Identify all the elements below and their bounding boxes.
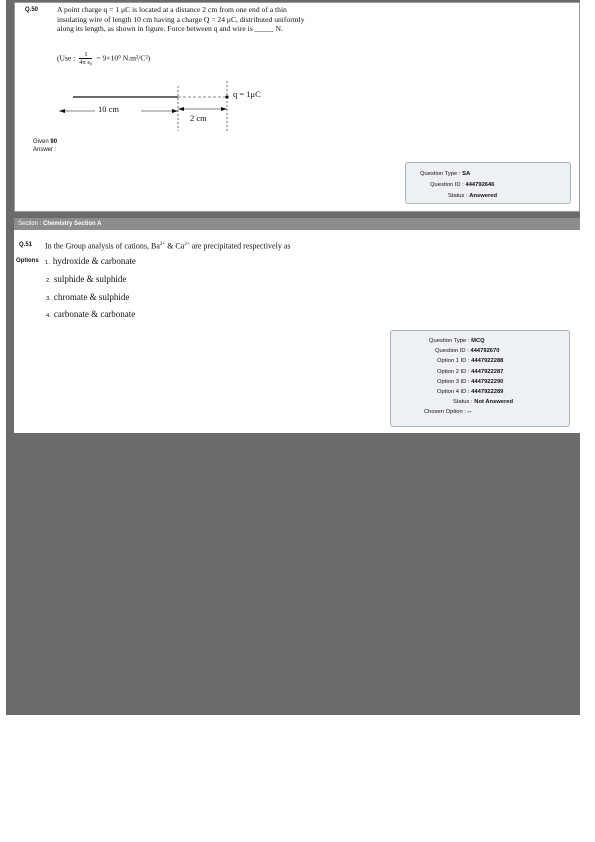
fraction-denominator: 4π ε₀ [79, 59, 93, 66]
option-3[interactable] [46, 292, 129, 302]
question-type-value: SA [462, 171, 471, 177]
use-prefix: (Use : [57, 53, 76, 63]
option-text: carbonate & carbonate [53, 309, 136, 319]
option-1[interactable] [45, 256, 136, 266]
given-answer-block [33, 138, 57, 154]
question-number: Q.50 [25, 7, 39, 13]
barium-charge: 2+ [159, 242, 166, 247]
status-value: Not Answered [474, 399, 514, 406]
status-value: Answered [469, 193, 497, 199]
question-id-value: 444792670 [470, 348, 500, 355]
stem-line-3: along its length, as shown in figure. Force between q and wire is _____ N. [57, 24, 283, 33]
question-id-label: Question ID : [430, 182, 464, 188]
option-3-id-label: Option 3 ID : [437, 378, 470, 385]
fraction [79, 51, 92, 66]
question-type-row [391, 336, 569, 346]
option-3-id-value: 4447922290 [471, 378, 504, 385]
option-text: sulphide & sulphide [53, 274, 127, 284]
option-number: 1. [45, 260, 50, 266]
stem-line-1: A point charge q = 1 μC is located at a distance 2 cm from one end of a thin [57, 5, 287, 14]
given-value: 90 [50, 139, 58, 145]
stem-part-c: are precipitated respectively as [189, 241, 291, 251]
option-1-id-label: Option 1 ID : [437, 358, 470, 365]
option-number: 4. [46, 313, 51, 319]
option-4-id-label: Option 4 ID : [437, 389, 470, 396]
answer-label: Answer : [33, 147, 57, 153]
question-number: Q.51 [19, 242, 33, 248]
stem-part-b: & Ca [165, 241, 185, 251]
question-type-label: Question Type : [420, 171, 461, 177]
option-2-id-label: Option 2 ID : [437, 368, 470, 375]
question-info-box [390, 330, 570, 427]
question-stem [45, 240, 290, 251]
option-2-id-value: 4447922287 [471, 368, 504, 375]
figure-gap-label: 2 cm [190, 113, 207, 123]
question-id-label: Question ID : [435, 348, 469, 355]
question-stem [57, 5, 305, 34]
calcium-charge: 2+ [184, 242, 190, 247]
question-id-row [406, 180, 570, 191]
question-id-row [391, 346, 569, 356]
section-prefix: Section : [18, 221, 42, 227]
question-type-label: Question Type : [429, 338, 470, 344]
question-50-panel [14, 2, 580, 212]
option-1-id-value: 4447922288 [471, 358, 504, 365]
status-row [406, 191, 570, 202]
chosen-option-label: Chosen Option : [424, 409, 466, 416]
option-1-id-row [391, 356, 569, 366]
options-label: Options [16, 258, 39, 264]
option-4-id-value: 4447922289 [471, 389, 504, 396]
option-number: 3. [46, 296, 51, 302]
chosen-option-value: -- [467, 409, 472, 416]
page-bottom-area [0, 715, 595, 842]
point-charge [225, 95, 228, 98]
question-type-row [406, 169, 570, 180]
section-name: Chemistry Section A [43, 221, 102, 227]
fraction-numerator: 1 [79, 51, 92, 59]
gap-arrowhead-right [221, 107, 227, 111]
gap-arrowhead-left [178, 107, 184, 111]
question-type-value: MCQ [471, 338, 485, 344]
given-label: Given [33, 139, 49, 145]
question-id-value: 444792646 [465, 182, 495, 188]
question-info-box [405, 162, 571, 204]
figure-charge-label: q = 1μC [233, 89, 261, 99]
status-row [391, 397, 569, 407]
wire-length-arrowhead-left [59, 109, 65, 113]
option-text: hydroxide & carbonate [52, 256, 136, 266]
stem-part-a: In the Group analysis of cations, Ba [45, 241, 160, 251]
status-label: Status : [453, 399, 473, 406]
stem-line-2: insulating wire of length 10 cm having a charge Q = 24 μC, distributed uniformly [57, 14, 305, 24]
question-51-panel [14, 230, 580, 433]
use-constant-value: = 9×10⁹ N.m²/C²) [96, 53, 151, 63]
use-constant-note [57, 51, 150, 66]
option-3-id-row [391, 377, 569, 387]
status-label: Status : [448, 193, 468, 199]
wire-length-arrowhead-right [172, 109, 178, 113]
option-text: chromate & sulphide [53, 292, 130, 302]
chosen-option-row [391, 407, 569, 417]
option-2[interactable] [46, 274, 126, 284]
option-number: 2. [46, 278, 51, 284]
option-4-id-row [391, 387, 569, 397]
option-2-id-row [391, 367, 569, 377]
option-4[interactable] [46, 309, 135, 319]
figure-wire-length-label: 10 cm [98, 104, 120, 114]
